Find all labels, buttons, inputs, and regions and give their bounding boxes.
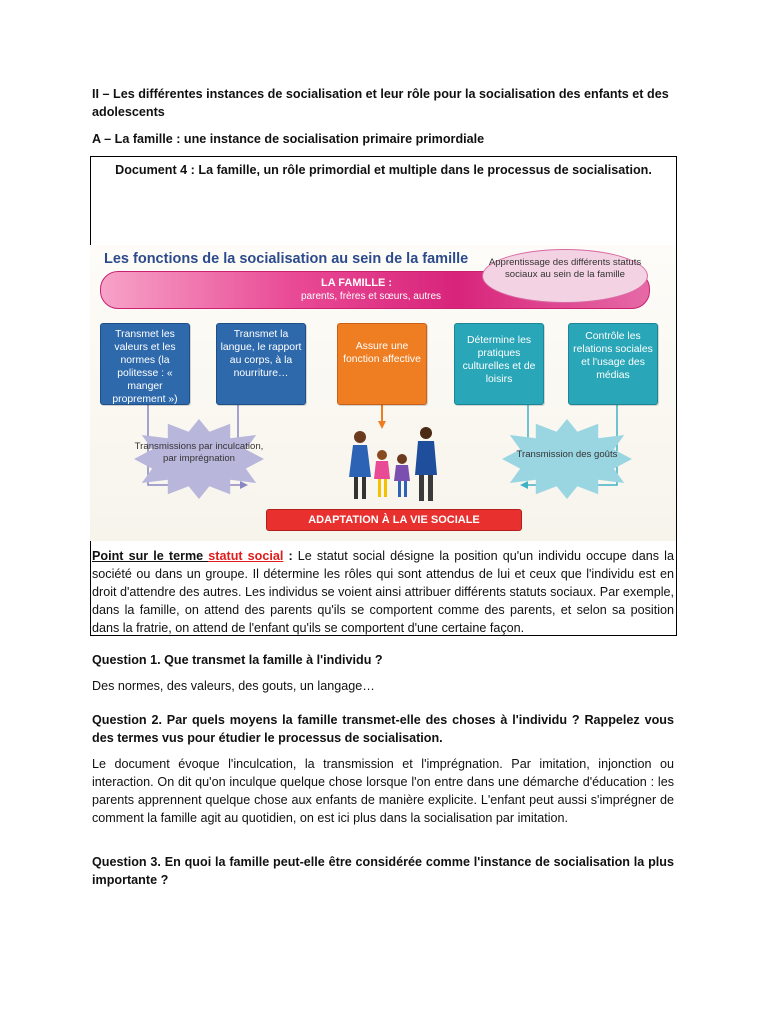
family-label: LA FAMILLE : xyxy=(321,277,393,289)
point-lead: Point sur le terme xyxy=(92,549,209,563)
transmission-left-label: Transmissions par inculcation, par imprégnation xyxy=(134,441,264,464)
figure-title: Les fonctions de la socialisation au sein de la famille xyxy=(104,251,469,267)
question-2: Question 2. Par quels moyens la famille transmet-elle des choses à l'individu ? Rappelez vous des termes vus pour étudier le processus de socialisation. xyxy=(92,713,674,745)
section-heading: II – Les différentes instances de socialisation et leur rôle pour la socialisation des enfants et des adolescents xyxy=(92,87,669,119)
family-sub-label: parents, frères et sœurs, autres xyxy=(301,291,442,302)
function-box-language: Transmet la langue, le rapport au corps, à la nourriture… xyxy=(216,323,306,405)
family-illustration xyxy=(340,417,450,509)
document-title: Document 4 : La famille, un rôle primordial et multiple dans le processus de socialisation. xyxy=(115,163,652,177)
adaptation-bar: ADAPTATION À LA VIE SOCIALE xyxy=(266,509,522,531)
subsection-heading: A – La famille : une instance de socialisation primaire primordiale xyxy=(92,132,485,146)
point-colon: : xyxy=(283,549,293,563)
socialisation-infographic xyxy=(90,245,676,541)
status-bubble: Apprentissage des différents statuts sociaux au sein de la famille xyxy=(482,249,648,303)
answer-1: Des normes, des valeurs, des gouts, un langage… xyxy=(92,679,375,693)
transmission-right-label: Transmission des goûts xyxy=(516,449,618,460)
question-1: Question 1. Que transmet la famille à l'individu ? xyxy=(92,653,383,667)
function-box-control: Contrôle les relations sociales et l'usage des médias xyxy=(568,323,658,405)
question-3: Question 3. En quoi la famille peut-elle être considérée comme l'instance de socialisation la plus importante ? xyxy=(92,855,674,887)
definition-text: Le statut social désigne la position qu'un individu occupe dans la société ou dans un groupe. Il détermine les rôles qui sont attendus de lui et ceux que l'individu est en droit d'attendre des autres. Les individus se voient ainsi attribuer différents statuts sociaux. Par exemple, dans la famille, on attend des parents qu'ils se comportent comme des parents, et selon sa position dans la fratrie, on attend de l'enfant qu'ils se comportent d'une certaine façon. xyxy=(92,549,674,635)
statut-social-definition xyxy=(92,547,674,637)
function-box-values: Transmet les valeurs et les normes (la politesse : « manger proprement ») xyxy=(100,323,190,405)
function-box-affective: Assure une fonction affective xyxy=(337,323,427,405)
function-box-culture: Détermine les pratiques culturelles et de loisirs xyxy=(454,323,544,405)
term-statut-social: statut social xyxy=(208,549,284,563)
answer-2: Le document évoque l'inculcation, la transmission et l'imprégnation. Par imitation, injonction ou interaction. On dit qu'on inculque quelque chose lorsque l'on entre dans une démarche d'éducation : les parents apprennent quelque chose aux enfants de manière explicite. L'enfant peut aussi s'imprégner de comment la famille agit au quotidien, on est ici plus dans la socialisation par imitation. xyxy=(92,757,674,825)
